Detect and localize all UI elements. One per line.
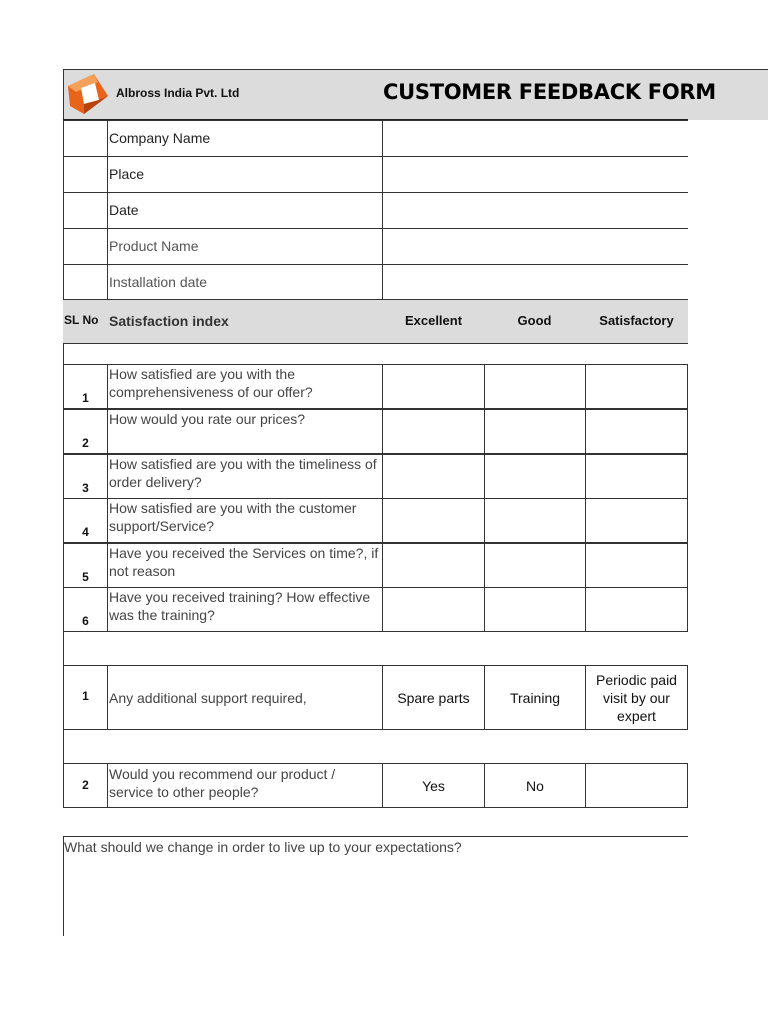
question-text: How satisfied are you with the customer support/Service? — [109, 500, 357, 534]
rating-good-cell[interactable] — [484, 454, 586, 499]
info-index-cell — [63, 156, 108, 193]
info-value-field[interactable] — [382, 120, 688, 157]
rating-excellent-cell[interactable] — [382, 498, 485, 543]
rating-good-cell[interactable] — [484, 543, 586, 588]
option-training[interactable]: Training — [484, 665, 586, 730]
info-index-cell — [63, 192, 108, 229]
info-label-cell — [107, 192, 383, 229]
support-no: 1 — [82, 689, 89, 703]
info-label: Company Name — [109, 130, 211, 146]
question-text: Have you received training? How effective was the training? — [109, 589, 371, 623]
question-no: 1 — [82, 391, 89, 405]
comments-prompt: What should we change in order to live up to your expectations? — [64, 839, 462, 855]
recommend-question: Would you recommend our product / service to other people? — [109, 766, 336, 800]
option-blank[interactable] — [585, 763, 688, 808]
info-label: Product Name — [109, 238, 199, 254]
company-logo-icon — [64, 70, 114, 118]
info-label: Place — [109, 166, 145, 182]
rating-satisfactory-cell[interactable] — [585, 498, 688, 543]
info-index-cell — [63, 120, 108, 157]
question-no: 5 — [82, 570, 89, 584]
col-satisfactory-header: Satisfactory — [599, 313, 674, 328]
option-yes[interactable]: Yes — [382, 763, 485, 808]
rating-excellent-cell[interactable] — [382, 454, 485, 499]
option-periodic-visit[interactable]: Periodic paid visit by our expert — [585, 665, 688, 730]
question-no: 2 — [82, 436, 89, 450]
rating-excellent-cell[interactable] — [382, 364, 485, 409]
info-value-field[interactable] — [382, 228, 688, 265]
comments-input[interactable] — [66, 860, 686, 934]
rating-satisfactory-cell[interactable] — [585, 454, 688, 499]
col-good-header: Good — [517, 313, 552, 328]
info-label: Date — [109, 202, 139, 218]
rating-good-cell[interactable] — [484, 587, 586, 632]
question-no: 3 — [82, 481, 89, 495]
satisfaction-index-header: Satisfaction index — [109, 313, 229, 329]
question-no: 6 — [82, 614, 89, 628]
spacer-border — [63, 632, 64, 665]
info-index-cell — [63, 264, 108, 301]
info-value-field[interactable] — [382, 156, 688, 193]
comments-top-border — [63, 836, 688, 837]
col-excellent-header: Excellent — [404, 313, 463, 328]
question-text: Have you received the Services on time?, if not reason — [109, 545, 379, 579]
question-no: 4 — [82, 525, 89, 539]
info-value-field[interactable] — [382, 192, 688, 229]
info-value-field[interactable] — [382, 264, 688, 301]
spacer-border — [63, 730, 64, 764]
rating-good-cell[interactable] — [484, 409, 586, 454]
rating-excellent-cell[interactable] — [382, 587, 485, 632]
info-label: Installation date — [109, 274, 208, 290]
option-no[interactable]: No — [484, 763, 586, 808]
rating-good-cell[interactable] — [484, 364, 586, 409]
rating-satisfactory-cell[interactable] — [585, 409, 688, 454]
question-text: How would you rate our prices? — [109, 411, 306, 427]
rating-satisfactory-cell[interactable] — [585, 543, 688, 588]
rating-good-cell[interactable] — [484, 498, 586, 543]
rating-excellent-cell[interactable] — [382, 409, 485, 454]
spacer-border — [63, 344, 64, 365]
rating-excellent-cell[interactable] — [382, 543, 485, 588]
info-label-cell — [107, 156, 383, 193]
sl-no-header: SL No — [64, 313, 99, 327]
info-index-cell — [63, 228, 108, 265]
question-text: How satisfied are you with the comprehensiveness of our offer? — [109, 366, 313, 400]
company-name: Albross India Pvt. Ltd — [116, 86, 240, 100]
recommend-no: 2 — [82, 778, 89, 792]
question-text: How satisfied are you with the timeliness of order delivery? — [109, 456, 377, 490]
option-spare-parts[interactable]: Spare parts — [382, 665, 485, 730]
form-title: CUSTOMER FEEDBACK FORM — [383, 80, 716, 104]
rating-satisfactory-cell[interactable] — [585, 364, 688, 409]
rating-satisfactory-cell[interactable] — [585, 587, 688, 632]
support-question: Any additional support required, — [109, 690, 307, 706]
